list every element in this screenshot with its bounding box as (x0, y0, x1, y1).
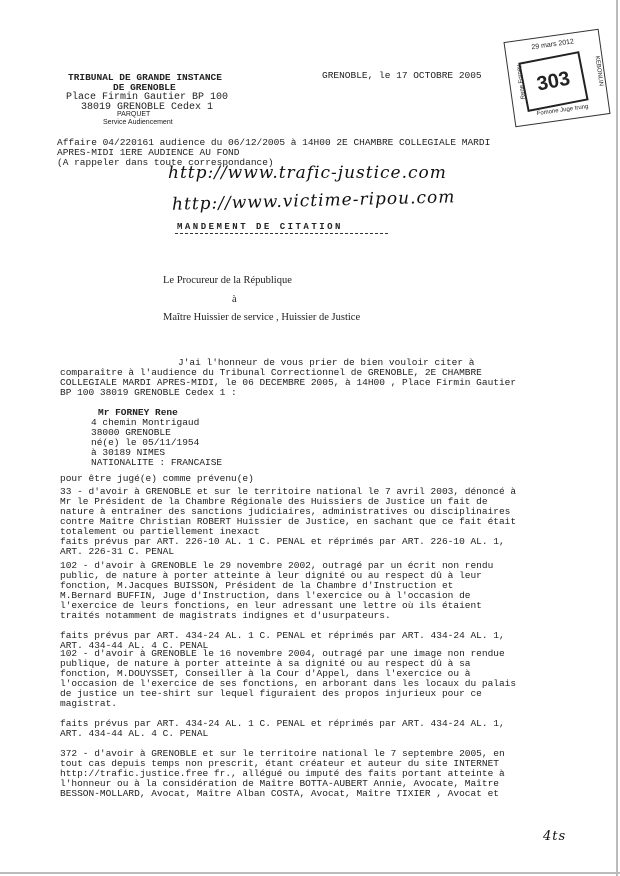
service: Service Audiencement (103, 119, 173, 126)
defendant-city: 38000 GRENOBLE (91, 427, 171, 438)
charge-4-line: tout cas depuis temps non prescrit, étant créateur et auteur du site INTERNET (60, 758, 499, 769)
case-note: (A rappeler dans toute correspondance) (57, 157, 274, 168)
charge-4-line: BESSON-MOLLARD, Avocat, Maître Alban COSTA, Avocat, Maître TIXIER , Avocat et (60, 788, 499, 799)
judged-as: pour être jugé(e) comme prévenu(e) (60, 473, 254, 484)
charge-1-line: contre Maître Christian ROBERT Huissier de Justice, en sachant que ce fait était (60, 516, 517, 527)
handwritten-url-1: http://www.trafic-justice.com (168, 163, 447, 183)
charge-2-line: faits prévus par ART. 434-24 AL. 1 C. PENAL et réprimés par ART. 434-24 AL. 1, (60, 630, 505, 641)
charge-3-line: 102 - d'avoir à GRENOBLE le 16 novembre 2004, outragé par une image non rendue (60, 648, 505, 659)
intro-line-1: J'ai l'honneur de vous prier de bien vouloir citer à (178, 357, 475, 368)
charge-3-line: ART. 434-44 AL. 4 C. PENAL (60, 728, 209, 739)
place-date: GRENOBLE, le 17 OCTOBRE 2005 (322, 70, 482, 81)
case-reference: Affaire 04/220161 audience du 06/12/2005 à 14H00 2E CHAMBRE COLLEGIALE MARDI (57, 137, 491, 148)
defendant-birthdate: né(e) le 05/11/1954 (91, 437, 200, 448)
handwritten-url-2: http://www.victime-ripou.com (171, 187, 456, 215)
charge-2-line: 102 - d'avoir à GRENOBLE le 29 novembre 2002, outragé par un écrit non rendu (60, 560, 494, 571)
scan-edge-right (616, 0, 618, 876)
stamp-right-text: KEBONLIN (593, 55, 604, 87)
charge-3-line: de justice un tee-shirt sur lequel figuraient des propos injurieux pour ce (60, 688, 482, 699)
defendant-birthplace: à 30189 NIMES (91, 447, 166, 458)
charge-1-line: totalement ou partiellement inexact (60, 526, 260, 537)
handwritten-initials: 4ts (543, 829, 567, 844)
charge-3-line: faits prévus par ART. 434-24 AL. 1 C. PENAL et réprimés par ART. 434-24 AL. 1, (60, 718, 505, 729)
title-underline (175, 233, 388, 234)
charge-1-line: Mr le Président de la Chambre Régionale des Huissiers de Justice un fait de (60, 496, 488, 507)
case-hearing: APRES-MIDI 1ERE AUDIENCE AU FOND (57, 147, 240, 158)
charge-2-line: M.Bernard BUFFIN, Juge d'Instruction, dans l'exercice ou à l'occasion de (60, 590, 471, 601)
charge-2-line: public, de nature à porter atteinte à leur dignité ou au respect dû à leur (60, 570, 482, 581)
charge-3-line: publique, de nature à porter atteinte à sa dignité ou au respect dû à sa (60, 658, 471, 669)
intro-line-2: comparaître à l'audience du Tribunal Correctionnel de GRENOBLE, 2E CHAMBRE (60, 367, 482, 378)
court-address: Place Firmin Gautier BP 100 (66, 92, 229, 103)
defendant-street: 4 chemin Montrigaud (91, 417, 200, 428)
charge-3-line: fonction, M.DOUYSSET, Conseiller à la Cour d'Appel, dans l'exercice ou à (60, 668, 471, 679)
recipient: Maître Huissier de service , Huissier de Justice (163, 312, 361, 323)
court-name: TRIBUNAL DE GRANDE INSTANCE (68, 72, 222, 83)
charge-2-line: traités notamment de magistrats indignes et d'usurpateurs. (60, 610, 391, 621)
charge-4-line: 372 - d'avoir à GRENOBLE et sur le territoire national le 7 septembre 2005, en (60, 748, 505, 759)
charge-1-line: nature à entraîner des sanctions judiciaires, administratives ou disciplinaires (60, 506, 511, 517)
charge-4-line: l'honneur ou à la considération de Maître BOTTA-AUBERT Annie, Avocate, Maître (60, 778, 499, 789)
intro-line-3: COLLEGIALE MARDI APRES-MIDI, le 06 DECEMBRE 2005, à 14H00 , Place Firmin Gautier (60, 377, 517, 388)
charge-3-line: magistrat. (60, 698, 118, 709)
charge-2-line: l'exercice de leurs fonctions, en leur adressant une lettre où ils étaient (60, 600, 482, 611)
stamp-date: 29 mars 2012 (531, 38, 575, 52)
charge-2-line: ART. 434-44 AL. 4 C. PENAL (60, 640, 209, 651)
department: PARQUET (117, 111, 151, 118)
scan-edge-bottom (0, 872, 620, 874)
charge-1-line: ART. 226-31 C. PENAL (60, 546, 175, 557)
addressee-a: à (232, 294, 237, 305)
reception-stamp (503, 29, 610, 128)
court-postcode: 38019 GRENOBLE Cedex 1 (81, 102, 214, 113)
intro-line-4: BP 100 38019 GRENOBLE Cedex 1 : (60, 387, 237, 398)
charge-1-line: 33 - d'avoir à GRENOBLE et sur le territoire national le 7 avril 2003, dénoncé à (60, 486, 517, 497)
charge-2-line: fonction, M.Jacques BUISSON, Président de la Chambre d'Instruction et (60, 580, 454, 591)
charge-3-line: l'occasion de l'exercice de ses fonctions, en arborant dans les locaux du palais (60, 678, 517, 689)
court-city: DE GRENOBLE (113, 82, 176, 93)
defendant-nationality: NATIONALITE : FRANCAISE (91, 457, 223, 468)
charge-1-line: faits prévus par ART. 226-10 AL. 1 C. PENAL et réprimés par ART. 226-10 AL. 1, (60, 536, 505, 547)
document-title: MANDEMENT DE CITATION (177, 222, 343, 232)
charge-4-line: http://trafic.justice.free fr., allégué ou imputé des faits portant atteinte à (60, 768, 505, 779)
stamp-bottom-text: Fomone Juge trung (536, 103, 589, 118)
defendant-name: Mr FORNEY Rene (98, 407, 178, 418)
stamp-number: 303 (518, 51, 588, 112)
sender: Le Procureur de la République (163, 275, 292, 286)
stamp-left-text: Rene Forney (516, 64, 527, 100)
